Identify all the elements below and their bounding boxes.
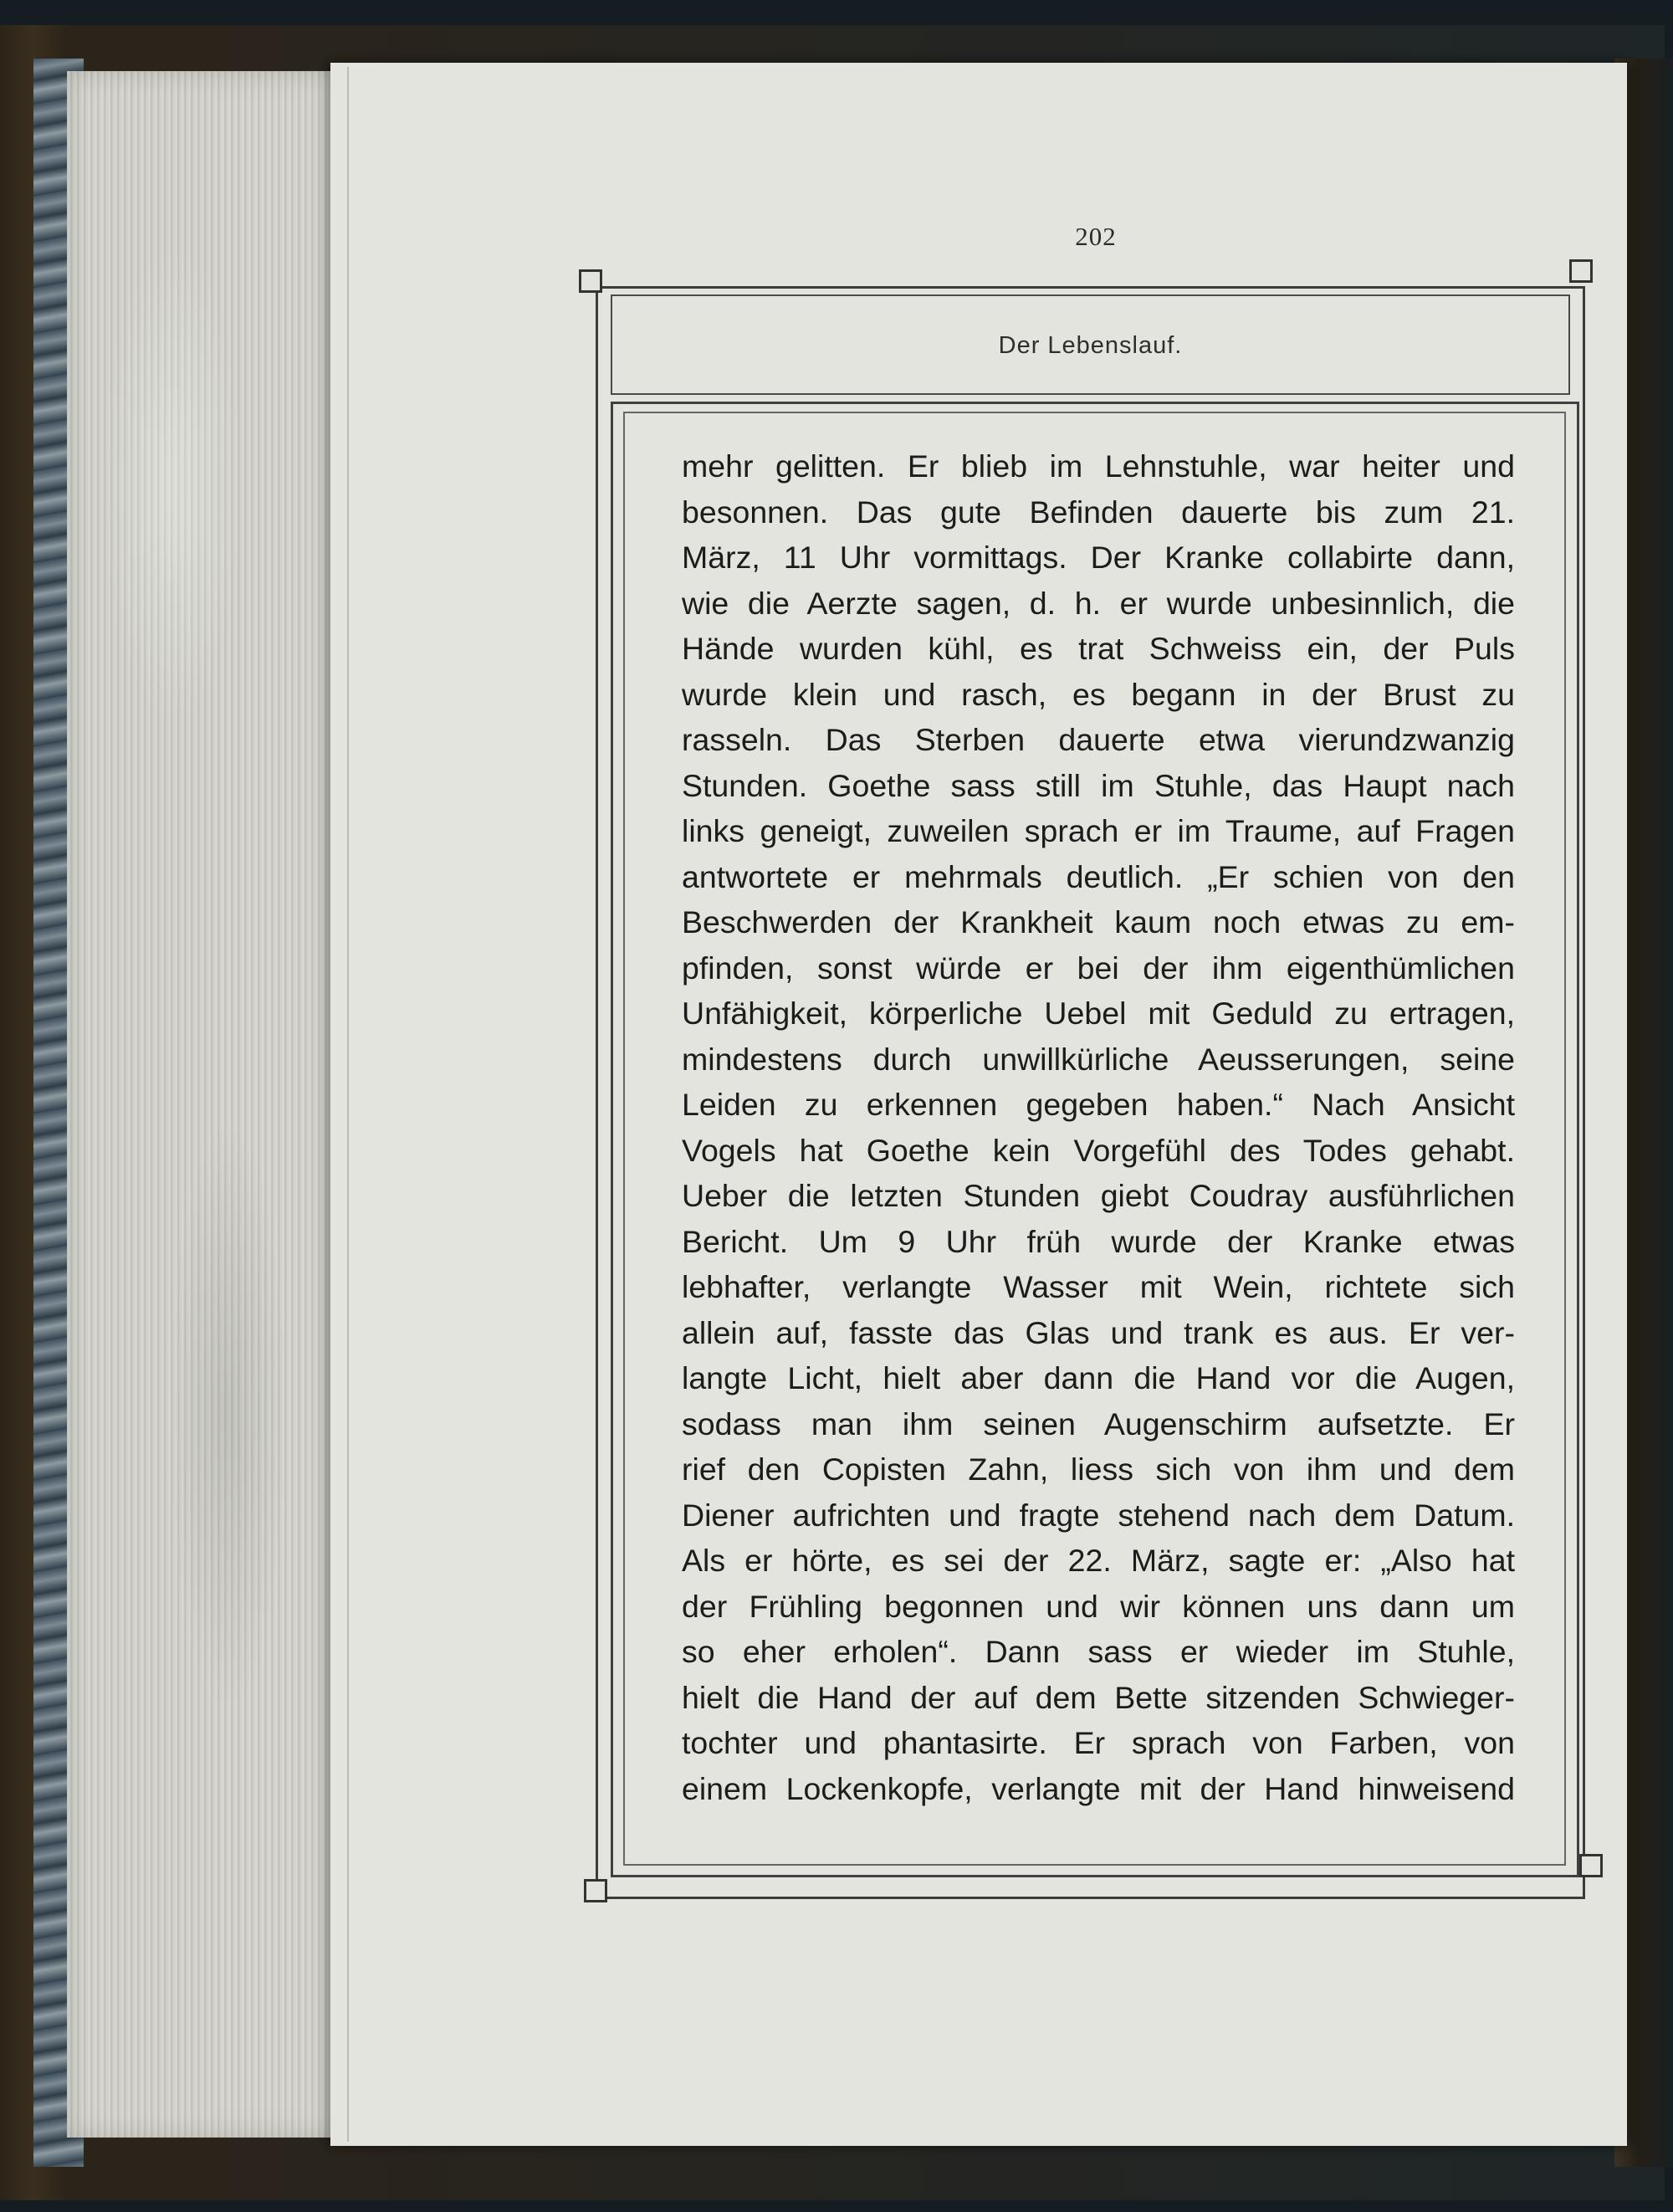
- text-line: mehr gelitten. Er blieb im Lehnstuhle, war heiter und: [682, 448, 1515, 484]
- text-line: einem Lockenkopfe, verlangte mit der Hand hinweisend: [682, 1770, 1515, 1806]
- gutter-line: [347, 67, 349, 2142]
- text-line: Beschwerden der Krankheit kaum noch etwas zu em-: [682, 904, 1515, 940]
- text-line: Hände wurden kühl, es trat Schweiss ein, der Puls: [682, 631, 1515, 666]
- text-line: so eher erholen“. Dann sass er wieder im Stuhle,: [682, 1634, 1515, 1669]
- text-line: antwortete er mehrmals deutlich. „Er schien von den: [682, 858, 1515, 894]
- text-line: Ueber die letzten Stunden giebt Coudray ausführlichen: [682, 1178, 1515, 1213]
- text-line: wie die Aerzte sagen, d. h. er wurde unbesinnlich, die: [682, 585, 1515, 621]
- text-line: wurde klein und rasch, es begann in der Brust zu: [682, 676, 1515, 712]
- frame-corner-ornament: [579, 269, 602, 293]
- text-line: mindestens durch unwillkürliche Aeusserungen, seine: [682, 1041, 1515, 1077]
- page-number: 202: [1075, 222, 1117, 251]
- text-line: sodass man ihm seinen Augenschirm aufsetzte. Er: [682, 1406, 1515, 1441]
- text-line: Stunden. Goethe sass still im Stuhle, das Haupt nach: [682, 767, 1515, 803]
- text-line: Leiden zu erkennen gegeben haben.“ Nach Ansicht: [682, 1087, 1515, 1122]
- page-edges: [67, 71, 335, 2138]
- text-line: rasseln. Das Sterben dauerte etwa vierundzwanzig: [682, 722, 1515, 757]
- text-line: Unfähigkeit, körperliche Uebel mit Geduld zu ertragen,: [682, 996, 1515, 1031]
- text-line: besonnen. Das gute Befinden dauerte bis zum 21.: [682, 494, 1515, 530]
- body-text: [682, 443, 1515, 1811]
- text-line: rief den Copisten Zahn, liess sich von ihm und dem: [682, 1452, 1515, 1487]
- text-line: Vogels hat Goethe kein Vorgefühl des Todes gehabt.: [682, 1132, 1515, 1168]
- frame-corner-ornament: [584, 1879, 607, 1902]
- text-line: pfinden, sonst würde er bei der ihm eigenthümlichen: [682, 950, 1515, 986]
- text-line: der Frühling begonnen und wir können uns dann um: [682, 1588, 1515, 1624]
- text-line: allein auf, fasste das Glas und trank es aus. Er ver-: [682, 1314, 1515, 1350]
- text-line: hielt die Hand der auf dem Bette sitzenden Schwieger-: [682, 1679, 1515, 1715]
- frame-corner-ornament: [1579, 1854, 1603, 1877]
- text-line: März, 11 Uhr vormittags. Der Kranke collabirte dann,: [682, 540, 1515, 575]
- text-line: links geneigt, zuweilen sprach er im Traume, auf Fragen: [682, 813, 1515, 848]
- text-line: tochter und phantasirte. Er sprach von Farben, von: [682, 1725, 1515, 1760]
- text-line: lebhafter, verlangte Wasser mit Wein, richtete sich: [682, 1269, 1515, 1304]
- text-line: langte Licht, hielt aber dann die Hand vor die Augen,: [682, 1360, 1515, 1395]
- frame-corner-ornament: [1569, 259, 1593, 283]
- text-line: Bericht. Um 9 Uhr früh wurde der Kranke etwas: [682, 1223, 1515, 1259]
- running-header: Der Lebenslauf.: [998, 332, 1183, 359]
- text-line: Diener aufrichten und fragte stehend nach dem Datum.: [682, 1497, 1515, 1533]
- text-line: Als er hörte, es sei der 22. März, sagte er: „Also hat: [682, 1543, 1515, 1578]
